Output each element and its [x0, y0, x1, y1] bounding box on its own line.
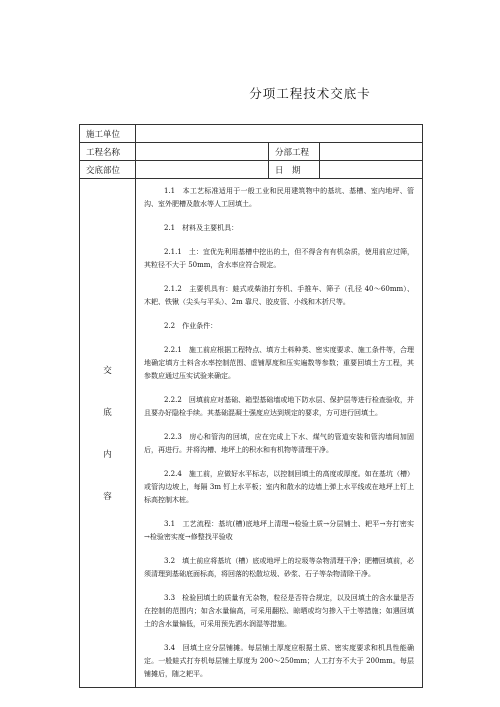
content-paragraph: 2.1 材料及主要机具： [164, 224, 239, 232]
content-paragraph: 2.2.2 回填前应对基础、箱型基础墙或地下防水层、保护层等进行检查验收，并且要办好隐检手续。其基础混凝土强度应达到规定的要求，方可进行回填土。 [144, 396, 415, 417]
date-label: 日 期 [269, 161, 320, 179]
side-label-cell [80, 179, 136, 688]
content-paragraph: 3.4 回填土应分层铺摊。每层铺土厚度应根据土质、密实度要求和机具性能确定。一般蛙式打夯机每层铺土厚度为 200～250mm；人工打夯不大于 200mm。每层铺摊后，随之耙平。 [144, 644, 415, 678]
construction-unit-label: 施工单位 [80, 125, 136, 143]
page-title: 分项工程技术交底卡 [249, 86, 371, 101]
row-project-name [80, 143, 423, 161]
side-char: 交 [103, 366, 112, 376]
date-value [320, 161, 423, 179]
content-paragraph: 2.2.3 房心和管沟的回填，应在完成上下水、煤气的管道安装和管沟墙间加固后，再进行。并将沟槽、地坪上的积水和有机物等清理干净。 [144, 433, 415, 454]
content-paragraph: 2.2 作业条件： [164, 322, 218, 330]
content-paragraph: 3.3 检验回填土的质量有无杂物，粒径是否符合规定，以及回填土的含水量是否在控制的范围内；如含水量偏高，可采用翻松、晾晒或均匀掺入干土等措施；如遇回填土的含水量偏低，可采用预先洒水润湿等措施。 [144, 594, 415, 628]
content-paragraph: 2.1.2 主要机具有：蛙式或柴油打夯机、手推车、筛子（孔径 40～60mm）、木耙、铁锹（尖头与平头）、2m 靠尺、胶皮管、小线和木折尺等。 [144, 285, 415, 306]
content-paragraph: 3.1 工艺流程：基坑(槽)底地坪上清理→检验土质→分层铺土、耙平→夯打密实→检验密实度→修整找平验收 [144, 520, 415, 541]
content-paragraph: 2.2.1 施工前应根据工程特点、填方土料种类、密实度要求、施工条件等，合理地确定填方土料含水率控制范围、虚铺厚度和压实遍数等参数；重要回填土方工程，其参数应通过压实试验来确定。 [144, 346, 415, 380]
row-handover-dept [80, 161, 423, 179]
sub-project-value [320, 143, 423, 161]
row-content [80, 179, 423, 688]
side-char: 容 [103, 492, 112, 502]
side-label [80, 364, 135, 502]
row-construction-unit [80, 125, 423, 143]
side-char: 内 [103, 450, 112, 460]
handover-card-table [79, 124, 423, 688]
content-cell [136, 179, 423, 688]
content-paragraph: 1.1 本工艺标准适用于一般工业和民用建筑物中的基坑、基槽、室内地坪、管沟、室外肥槽及散水等人工回填土。 [144, 187, 415, 208]
project-name-value [136, 143, 269, 161]
handover-dept-value [136, 161, 269, 179]
side-char: 底 [103, 408, 112, 418]
sub-project-label: 分部工程 [269, 143, 320, 161]
content-paragraph: 2.2.4 施工前，应做好水平标志，以控制回填土的高度或厚度。如在基坑（槽）或管沟边坡上，每隔 3m 钉上水平板；室内和散水的边墙上弹上水平线或在地坪上钉上标高控制木桩。 [144, 470, 415, 504]
content-paragraph: 3.2 填土前应将基坑（槽）底或地坪上的垃圾等杂物清理干净；肥槽回填前，必须清理到基础底面标高，将回落的松散垃圾、砂浆、石子等杂物清除干净。 [144, 557, 415, 578]
construction-unit-value [136, 125, 423, 143]
project-name-label: 工程名称 [80, 143, 136, 161]
handover-dept-label: 交底部位 [80, 161, 136, 179]
content-paragraph: 2.1.1 土：宜优先利用基槽中挖出的土，但不得含有有机杂质，使用前应过筛，其粒径不大于 50mm，含水率应符合规定。 [144, 248, 415, 269]
